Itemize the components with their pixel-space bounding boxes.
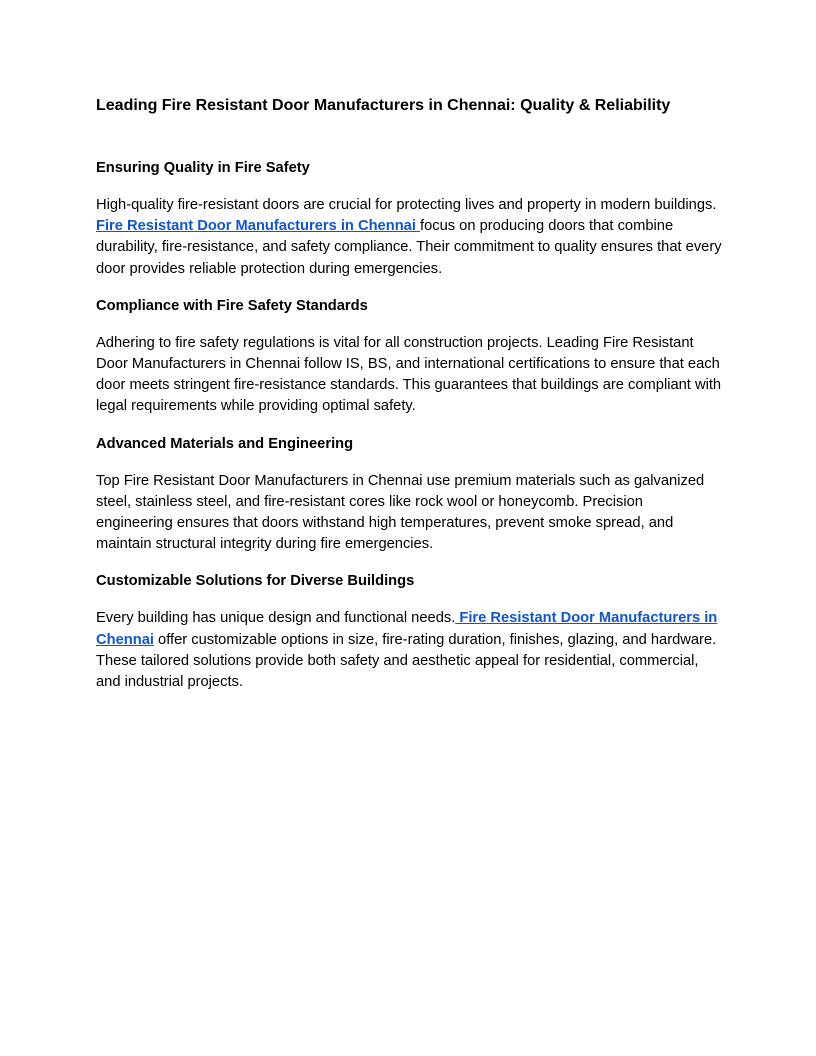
document-page: [96, 94, 722, 709]
paragraph-text: Every building has unique design and functional needs.: [96, 610, 456, 627]
page-title: Leading Fire Resistant Door Manufacturers in Chennai: Quality & Reliability: [96, 97, 671, 114]
section-quality: [96, 158, 722, 280]
section-customizable: [96, 571, 722, 693]
paragraph-text: High-quality fire-resistant doors are crucial for protecting lives and property in modern buildings.: [96, 197, 717, 213]
section-heading: Customizable Solutions for Diverse Buildings: [96, 573, 415, 590]
paragraph-text: focus on producing doors that combine durability, fire-resistance, and safety compliance. Their commitment to quality ensures that every door provides reliable protection during emergencies.: [96, 218, 722, 277]
section-heading: Ensuring Quality in Fire Safety: [96, 160, 310, 176]
section-paragraph: Adhering to fire safety regulations is vital for all construction projects. Leading Fire Resistant Door Manufacturers in Chennai follow IS, BS, and international certifications to ensure that each door meets stringent fire-resistance standards. This guarantees that buildings are compliant with legal requirements while providing optimal safety.: [96, 334, 722, 415]
manufacturers-link[interactable]: Fire Resistant Door Manufacturers in Chennai: [96, 610, 718, 648]
section-heading: Compliance with Fire Safety Standards: [96, 297, 368, 314]
section-paragraph: [96, 195, 722, 280]
section-paragraph: [96, 608, 722, 693]
paragraph-text: offer customizable options in size, fire-rating duration, finishes, glazing, and hardware. These tailored solutions provide both safety and aesthetic appeal for residential, commercial, and industrial projects.: [96, 631, 717, 691]
manufacturers-link[interactable]: Fire Resistant Door Manufacturers in Chennai: [96, 218, 420, 235]
section-materials: [96, 434, 722, 556]
section-paragraph: Top Fire Resistant Door Manufacturers in Chennai use premium materials such as galvanized steel, stainless steel, and fire-resistant cores like rock wool or honeycomb. Precision engineering ensures that doors withstand high temperatures, prevent smoke spread, and maintain structural integrity during fire emergencies.: [96, 472, 705, 553]
section-compliance: [96, 296, 722, 418]
section-heading: Advanced Materials and Engineering: [96, 435, 354, 452]
